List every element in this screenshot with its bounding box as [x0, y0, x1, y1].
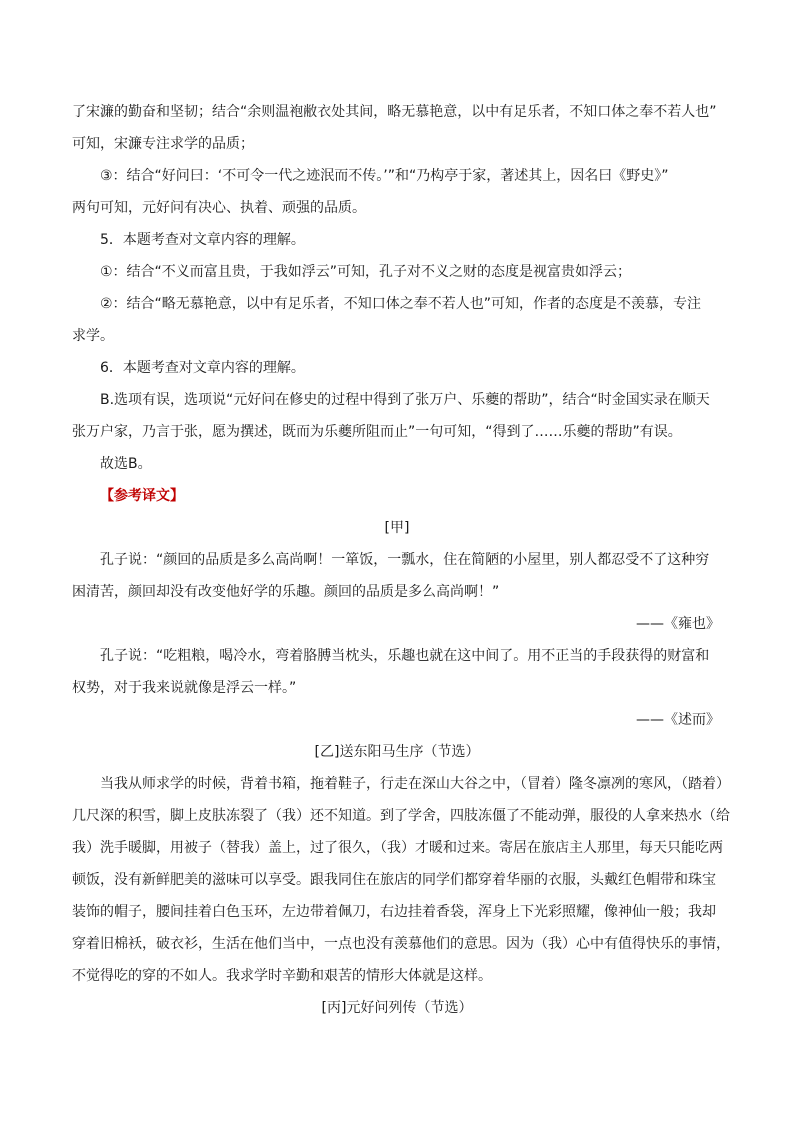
text-line: 权势，对于我来说就像是浮云一样。”	[72, 680, 297, 696]
text-line: 两句可知，元好问有决心、执着、顽强的品质。	[72, 200, 366, 216]
text-line: 我）洗手暖脚，用被子（替我）盖上，过了很久，（我）才暖和过来。寄居在旅店主人那里，每天只能吃两	[72, 840, 723, 856]
source-attribution: ——《雍也》	[636, 616, 720, 632]
text-line: 孔子说：“吃粗粮，喝冷水，弯着胳膊当枕头，乐趣也就在这中间了。用不正当的手段获得的财富和	[100, 648, 710, 664]
text-line: 不觉得吃的穿的不如人。我求学时辛勤和艰苦的情形大体就是这样。	[72, 968, 492, 984]
source-attribution: ——《述而》	[636, 712, 720, 728]
text-line: ①：结合“不义而富且贵，于我如浮云”可知，孔子对不义之财的态度是视富贵如浮云；	[100, 264, 632, 280]
text-line: 6．本题考查对文章内容的理解。	[100, 360, 305, 376]
text-line: 几尺深的积雪，脚上皮肤冻裂了（我）还不知道。到了学舍，四肢冻僵了不能动弹，服役的人拿来热水（给	[72, 808, 730, 824]
text-line: 困清苦，颜回却没有改变他好学的乐趣。颜回的品质是多么高尚啊！”	[72, 584, 500, 600]
text-line: 求学。	[72, 328, 114, 344]
subheading-bing: [丙]元好问列传（节选）	[321, 1000, 473, 1016]
text-line: ②：结合“略无慕艳意，以中有足乐者，不知口体之奉不若人也”可知，作者的态度是不羡慕，专注	[100, 296, 702, 312]
text-line: 装饰的帽子，腰间挂着白色玉环，左边带着佩刀，右边挂着香袋，浑身上下光彩照耀，像神仙一般；我却	[72, 904, 716, 920]
text-line: ③：结合“好问曰：‘不可令一代之迹泯而不传。’”和“乃构亭于家，著述其上，因名曰《野史》”	[100, 168, 669, 184]
text-line: 了宋濂的勤奋和坚韧；结合“余则温袍敝衣处其间，略无慕艳意，以中有足乐者，不知口体之奉不若人也”	[72, 104, 717, 120]
subheading-jia: [甲]	[384, 520, 410, 536]
text-line: 张万户家，乃言于张，愿为撰述，既而为乐夔所阻而止”一句可知，“得到了……乐夔的帮助”有误。	[72, 424, 682, 440]
text-line: 5．本题考查对文章内容的理解。	[100, 232, 305, 248]
text-line: 孔子说：“颜回的品质是多么高尚啊！一箪饭，一瓢水，住在简陋的小屋里，别人都忍受不了这种穷	[100, 552, 710, 568]
text-line: 穿着旧棉袄，破衣衫，生活在他们当中，一点也没有羡慕他们的意思。因为（我）心中有值得快乐的事情，	[72, 936, 730, 952]
text-line: 可知，宋濂专注求学的品质；	[72, 136, 254, 152]
subheading-yi: [乙]送东阳马生序（节选）	[314, 744, 480, 760]
section-heading-reference-translation: 【参考译文】	[100, 488, 184, 504]
text-line: 当我从师求学的时候，背着书箱，拖着鞋子，行走在深山大谷之中，（冒着）隆冬凛冽的寒风，（踏着）	[100, 776, 730, 792]
text-line: 故选B。	[100, 456, 152, 472]
text-line: B.选项有误，选项说“元好问在修史的过程中得到了张万户、乐夔的帮助”，结合“时金国实录在顺天	[100, 392, 710, 408]
text-line: 顿饭，没有新鲜肥美的滋味可以享受。跟我同住在旅店的同学们都穿着华丽的衣服，头戴红色帽带和珠宝	[72, 872, 716, 888]
